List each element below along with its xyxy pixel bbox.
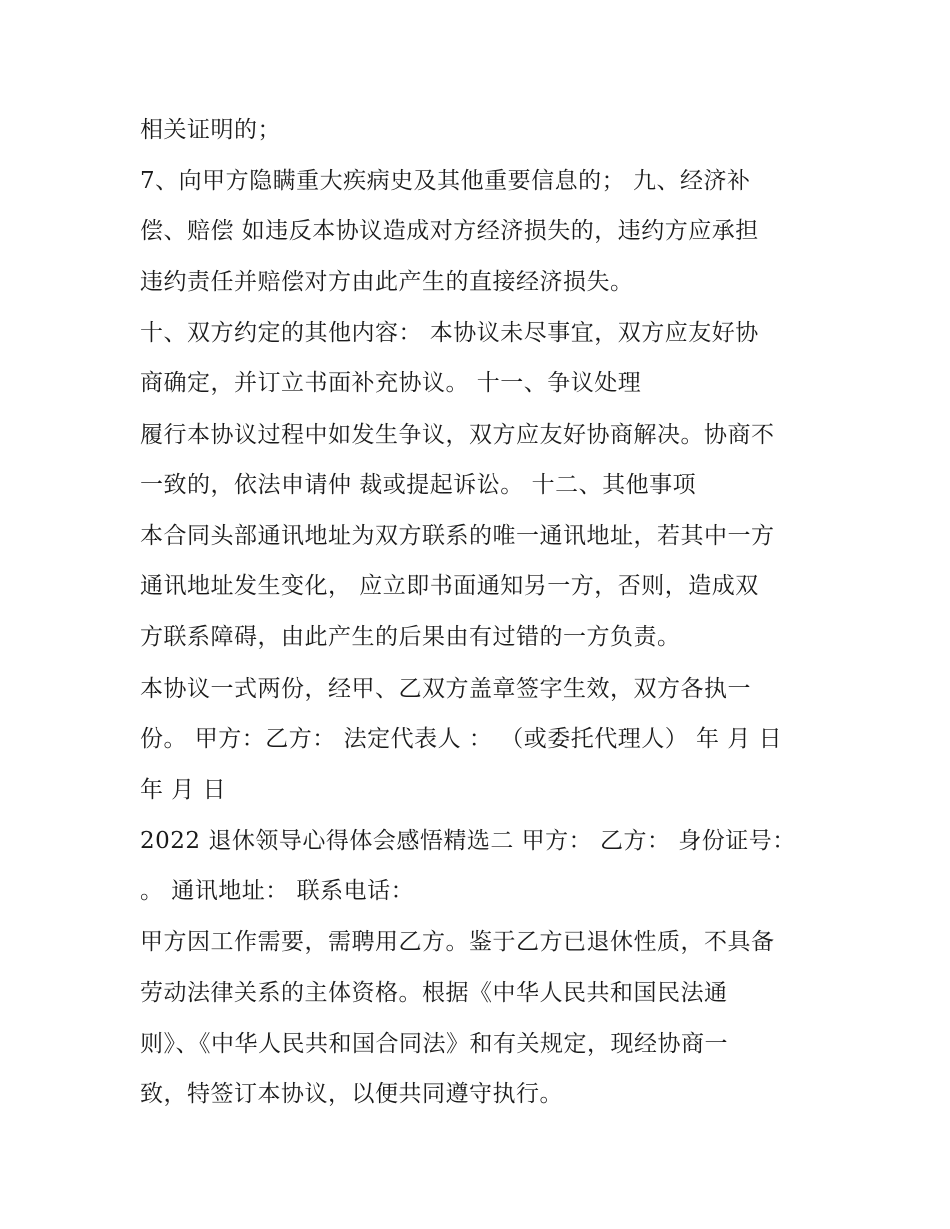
- text-line: 7、向甲方隐瞒重大疾病史及其他重要信息的； 九、经济补: [140, 168, 751, 194]
- text-line: 一致的，依法申请仲 裁或提起诉讼。 十二、其他事项: [140, 472, 697, 498]
- text-line: 致，特签订本协议，以便共同遵守执行。: [140, 1081, 563, 1107]
- text-line: 本合同头部通讯地址为双方联系的唯一通讯地址，若其中一方: [140, 523, 775, 549]
- text-line: 偿、赔偿 如违反本协议造成对方经济损失的，违约方应承担: [140, 218, 759, 244]
- text-line: 方联系障碍，由此产生的后果由有过错的一方负责。: [140, 624, 681, 650]
- text-line: 。 通讯地址： 联系电话：: [140, 878, 415, 904]
- text-line: 通讯地址发生变化， 应立即书面通知另一方，否则，造成双: [140, 573, 759, 599]
- text-line: 十、双方约定的其他内容： 本协议未尽事宜，双方应友好协: [140, 320, 759, 346]
- text-line: 违约责任并赔偿对方由此产生的直接经济损失。: [140, 269, 634, 295]
- text-line: 劳动法律关系的主体资格。根据《中华人民共和国民法通: [140, 980, 728, 1006]
- text-line: 履行本协议过程中如发生争议，双方应友好协商解决。协商不: [140, 422, 775, 448]
- text-line: 2022 退休领导心得体会感悟精选二 甲方： 乙方： 身份证号：: [140, 828, 796, 854]
- text-line: 相关证明的；: [140, 117, 281, 143]
- text-line: 甲方因工作需要，需聘用乙方。鉴于乙方已退休性质，不具备: [140, 929, 775, 955]
- text-line: 商确定，并订立书面补充协议。 十一、争议处理: [140, 370, 642, 396]
- text-line: 则》、《中华人民共和国合同法》和有关规定，现经协商一: [140, 1031, 728, 1057]
- text-line: 本协议一式两份，经甲、乙双方盖章签字生效，双方各执一: [140, 676, 751, 702]
- text-line: 年 月 日: [140, 777, 227, 803]
- text-line: 份。 甲方：乙方： 法定代表人 ： （或委托代理人） 年 月 日: [140, 726, 783, 752]
